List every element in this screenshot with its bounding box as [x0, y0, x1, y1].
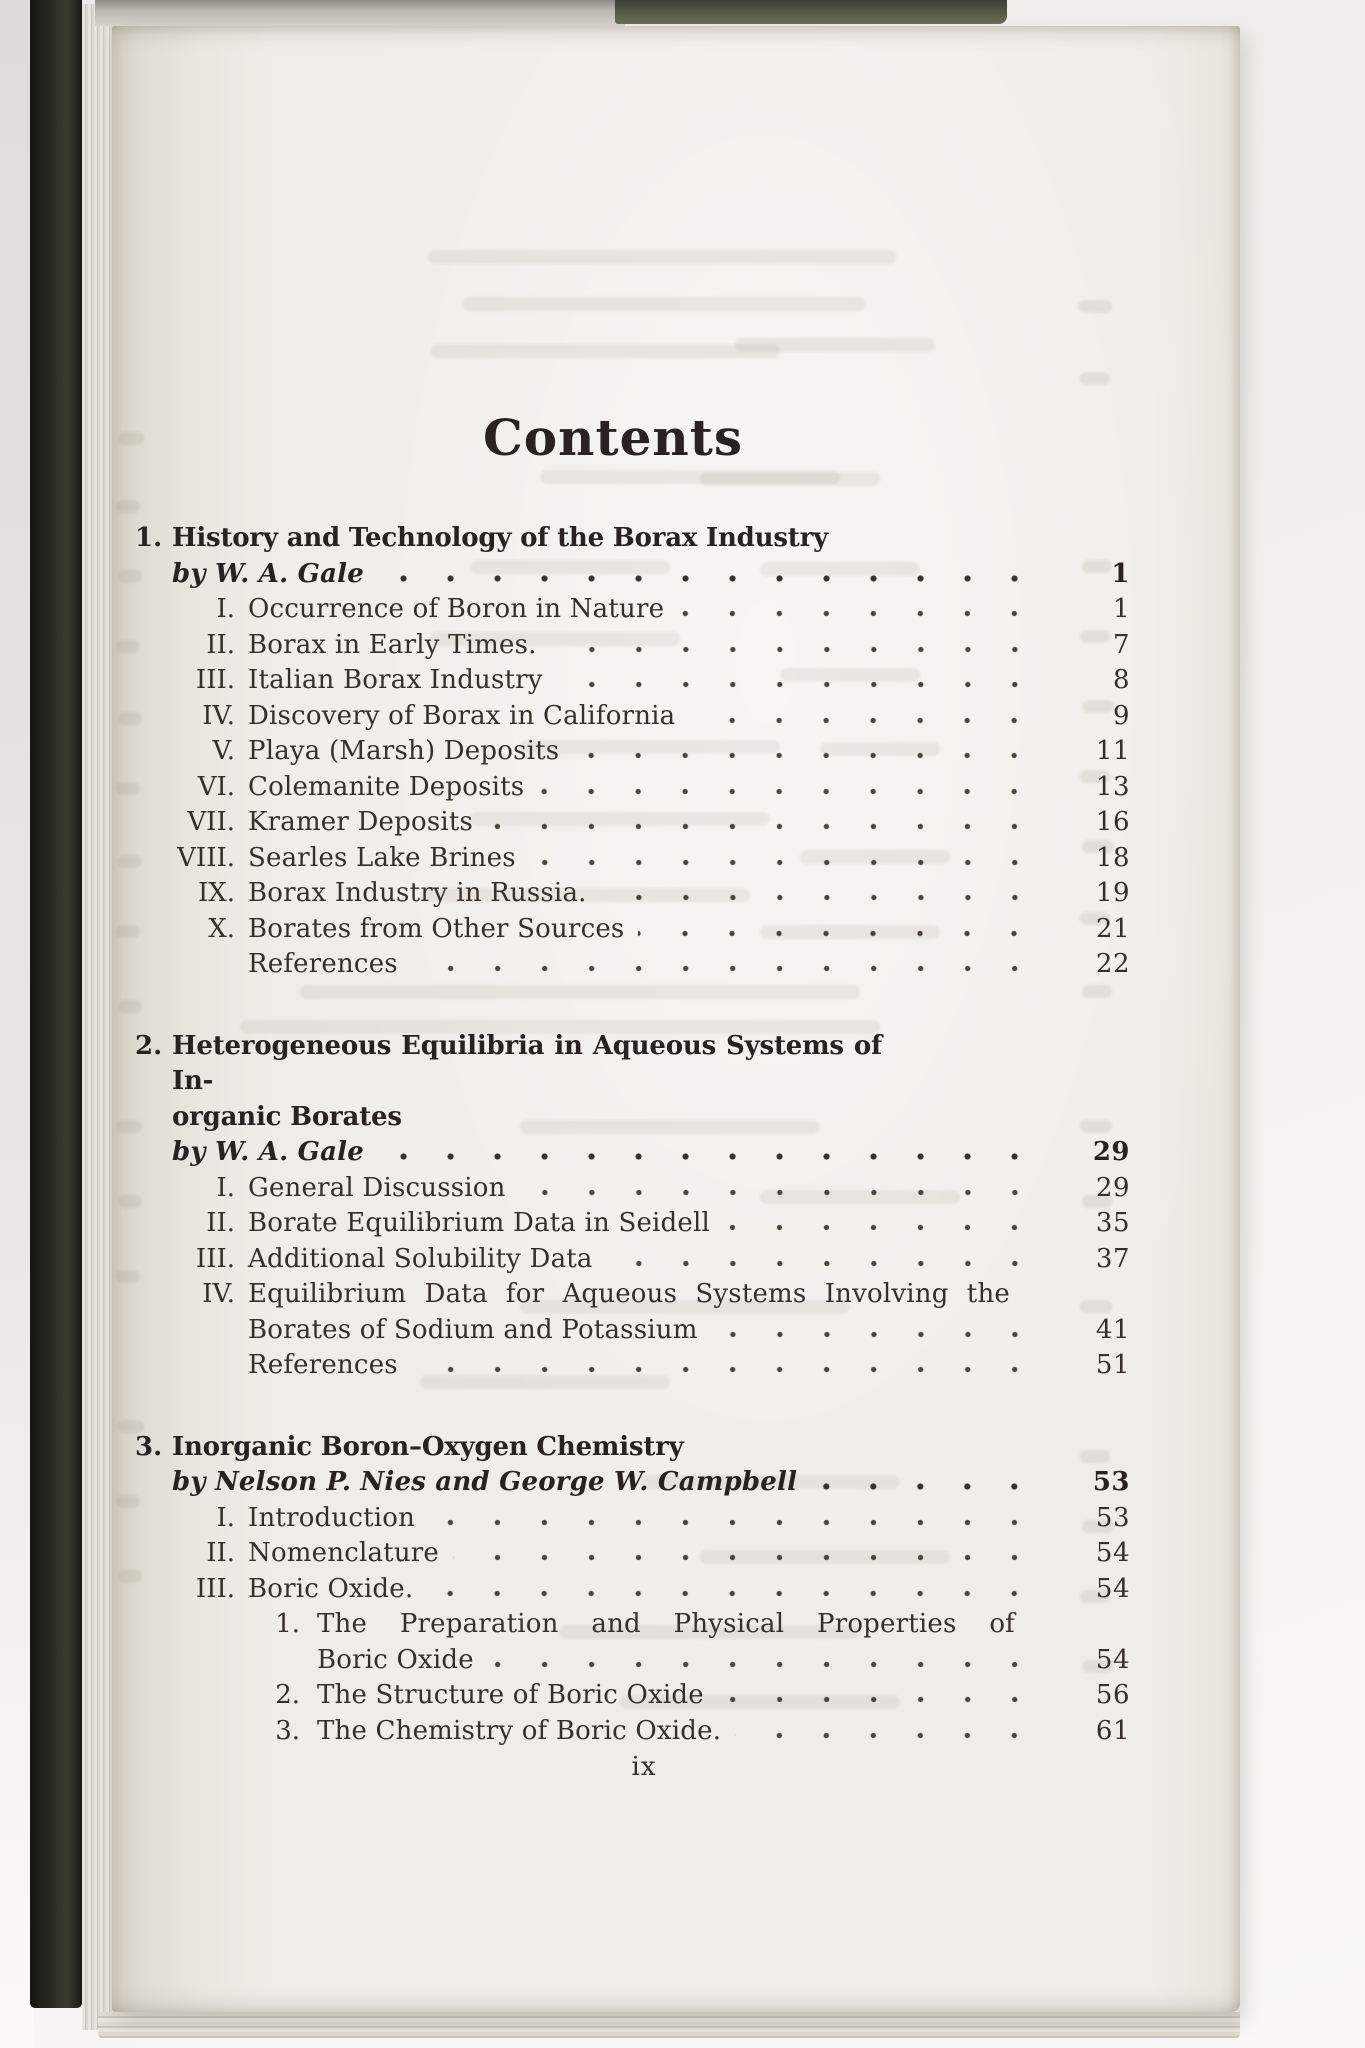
entry-text: Borates from Other Sources	[248, 913, 625, 944]
dot-leader	[678, 610, 1038, 617]
entry-text: General Discussion	[248, 1172, 506, 1203]
chapter-byline-row	[135, 1135, 1130, 1171]
entry-page-number: 54	[1095, 1644, 1130, 1675]
entry-text: Boric Oxide	[317, 1644, 474, 1675]
toc-entry-row	[135, 841, 1130, 877]
dot-leader	[412, 1366, 1038, 1373]
chapter-title-row	[135, 1100, 1130, 1136]
entry-page-number: 61	[1095, 1715, 1130, 1746]
byline-page-number: 29	[1092, 1137, 1130, 1167]
entry-numeral: 1.	[275, 1609, 300, 1639]
dot-leader	[638, 930, 1038, 937]
toc-chapter	[135, 1430, 1130, 1750]
entry-numeral: VI.	[197, 771, 235, 802]
dot-leader	[530, 859, 1038, 866]
dot-leader	[601, 894, 1038, 901]
toc-entry-row	[135, 663, 1130, 699]
entry-page-number: 35	[1095, 1208, 1130, 1238]
toc-entry-row	[135, 592, 1130, 628]
toc-entry-row	[135, 805, 1130, 841]
chapter-byline: by Nelson P. Nies and George W. Campbell	[172, 1467, 798, 1497]
entry-numeral: I.	[216, 1172, 235, 1203]
top-cloth-edge	[615, 0, 1007, 24]
toc-entry-row	[135, 912, 1130, 948]
entry-page-number: 16	[1095, 807, 1130, 837]
entry-text: Playa (Marsh) Deposits	[248, 736, 560, 766]
entry-text: Borax Industry in Russia.	[248, 878, 587, 908]
toc-entry-row	[135, 1171, 1130, 1207]
dot-leader	[488, 1661, 1038, 1668]
dot-leader	[520, 1189, 1038, 1196]
entry-text: Borate Equilibrium Data in Seidell	[248, 1208, 711, 1238]
entry-page-number: 11	[1095, 736, 1130, 766]
entry-text: Borax in Early Times.	[248, 629, 537, 660]
entry-text: Equilibrium Data for Aqueous Systems Involving the	[248, 1279, 1010, 1309]
entry-text: Kramer Deposits	[248, 807, 474, 837]
toc-entry-row	[135, 1536, 1130, 1572]
entry-text: Additional Solubility Data	[248, 1243, 593, 1274]
dot-leader	[453, 1554, 1038, 1561]
chapter-number: 2.	[135, 1030, 163, 1061]
entry-page-number: 29	[1095, 1172, 1130, 1203]
dot-leader	[551, 646, 1038, 653]
chapter-title-line: History and Technology of the Borax Industry	[172, 523, 829, 553]
toc-chapter	[135, 1029, 1130, 1384]
entry-text: Searles Lake Brines	[248, 842, 516, 873]
dot-leader	[378, 575, 1038, 582]
entry-numeral: VIII.	[177, 842, 235, 873]
toc-entry-row	[135, 947, 1130, 983]
chapter-byline-row	[135, 557, 1130, 593]
dot-leader	[557, 681, 1038, 688]
dot-leader	[689, 717, 1038, 724]
dot-leader	[573, 752, 1038, 759]
toc-entry-row	[135, 1607, 1130, 1643]
entry-text: The Structure of Boric Oxide	[317, 1680, 704, 1710]
chapter-byline-row	[135, 1465, 1130, 1501]
toc-list	[135, 26, 1130, 1784]
chapter-title-row	[135, 1430, 1130, 1466]
chapter-number: 1.	[135, 523, 163, 553]
entry-text: Nomenclature	[248, 1538, 439, 1568]
dot-leader	[427, 1590, 1038, 1597]
entry-text: Discovery of Borax in California	[248, 700, 676, 731]
entry-page-number: 13	[1095, 771, 1130, 802]
entry-numeral: II.	[206, 1538, 235, 1568]
entry-text: Introduction	[248, 1502, 416, 1533]
book-page	[112, 26, 1240, 2012]
dot-leader	[412, 965, 1038, 972]
entry-numeral: X.	[208, 913, 235, 944]
chapter-title-row	[135, 521, 1130, 557]
entry-page-number: 53	[1095, 1502, 1130, 1533]
dot-leader	[811, 1483, 1038, 1490]
chapter-number: 3.	[135, 1431, 163, 1462]
toc-entry-row	[135, 734, 1130, 770]
entry-page-number: 54	[1095, 1573, 1130, 1604]
entry-text: The Chemistry of Boric Oxide.	[317, 1715, 722, 1746]
toc-entry-row	[135, 1277, 1130, 1313]
toc-entry-row	[135, 1643, 1130, 1679]
toc-entry-row	[135, 1501, 1130, 1537]
entry-numeral: III.	[195, 1573, 235, 1604]
entry-page-number: 37	[1095, 1243, 1130, 1274]
entry-numeral: III.	[195, 1243, 235, 1274]
entry-page-number: 51	[1095, 1350, 1130, 1380]
entry-numeral: VII.	[187, 807, 235, 837]
entry-text: Colemanite Deposits	[248, 771, 525, 802]
entry-numeral: I.	[216, 594, 235, 624]
entry-numeral: II.	[206, 1208, 235, 1238]
toc-entry-row	[135, 628, 1130, 664]
entry-numeral: IX.	[197, 878, 235, 908]
entry-text: Italian Borax Industry	[248, 665, 543, 695]
entry-text: The Preparation and Physical Properties of	[317, 1609, 1015, 1639]
chapter-title-line: organic Borates	[172, 1101, 402, 1132]
toc-entry-row	[135, 1678, 1130, 1714]
entry-numeral: V.	[212, 736, 235, 766]
dot-leader	[724, 1224, 1038, 1231]
dot-leader	[487, 823, 1038, 830]
book-cover	[30, 0, 82, 2008]
entry-text: Borates of Sodium and Potassium	[248, 1314, 698, 1345]
dot-leader	[538, 788, 1038, 795]
toc-entry-row	[135, 1572, 1130, 1608]
entry-numeral: IV.	[202, 700, 235, 731]
entry-page-number: 8	[1112, 665, 1130, 695]
entry-text: Occurrence of Boron in Nature	[248, 594, 665, 624]
entry-text: References	[248, 949, 398, 979]
entry-page-number: 19	[1095, 878, 1130, 908]
toc-entry-row	[135, 1714, 1130, 1750]
toc-entry-row	[135, 699, 1130, 735]
toc-chapter	[135, 521, 1130, 983]
dot-leader	[607, 1260, 1038, 1267]
entry-page-number: 41	[1095, 1314, 1130, 1345]
chapter-byline: by W. A. Gale	[172, 558, 364, 589]
chapter-title-row	[135, 1029, 1130, 1100]
bottom-page-edges	[98, 2012, 1240, 2038]
entry-page-number: 9	[1112, 700, 1130, 731]
dot-leader	[718, 1696, 1038, 1703]
entry-numeral: III.	[195, 665, 235, 695]
folio-page-number: ix	[631, 1752, 657, 1782]
byline-page-number: 1	[1111, 558, 1130, 589]
dot-leader	[712, 1331, 1038, 1338]
byline-page-number: 53	[1092, 1467, 1130, 1497]
entry-numeral: I.	[216, 1502, 235, 1533]
toc-entry-row	[135, 1206, 1130, 1242]
entry-page-number: 56	[1095, 1680, 1130, 1710]
entry-numeral: 2.	[275, 1680, 300, 1710]
photo-backdrop	[0, 0, 34, 2048]
toc-entry-row	[135, 1313, 1130, 1349]
entry-page-number: 18	[1095, 842, 1130, 873]
page-title: Contents	[482, 408, 743, 467]
toc-entry-row	[135, 876, 1130, 912]
chapter-byline: by W. A. Gale	[172, 1137, 364, 1167]
entry-numeral: IV.	[202, 1279, 235, 1309]
entry-page-number: 54	[1095, 1538, 1130, 1568]
chapter-title-line: Inorganic Boron–Oxygen Chemistry	[172, 1431, 684, 1462]
entry-page-number: 7	[1112, 629, 1130, 660]
entry-page-number: 21	[1095, 913, 1130, 944]
toc-entry-row	[135, 770, 1130, 806]
dot-leader	[735, 1732, 1038, 1739]
entry-numeral: II.	[206, 629, 235, 660]
dot-leader	[378, 1153, 1038, 1160]
entry-text: References	[248, 1350, 398, 1380]
entry-page-number: 22	[1095, 949, 1130, 979]
entry-text: Boric Oxide.	[248, 1573, 414, 1604]
entry-page-number: 1	[1112, 594, 1130, 624]
page-top-edge	[95, 0, 625, 26]
dot-leader	[429, 1519, 1038, 1526]
toc-entry-row	[135, 1348, 1130, 1384]
entry-numeral: 3.	[275, 1715, 300, 1746]
toc-entry-row	[135, 1242, 1130, 1278]
chapter-title-line: Heterogeneous Equilibria in Aqueous Systems of In-	[172, 1030, 882, 1096]
page-edge-stack	[82, 4, 114, 2030]
